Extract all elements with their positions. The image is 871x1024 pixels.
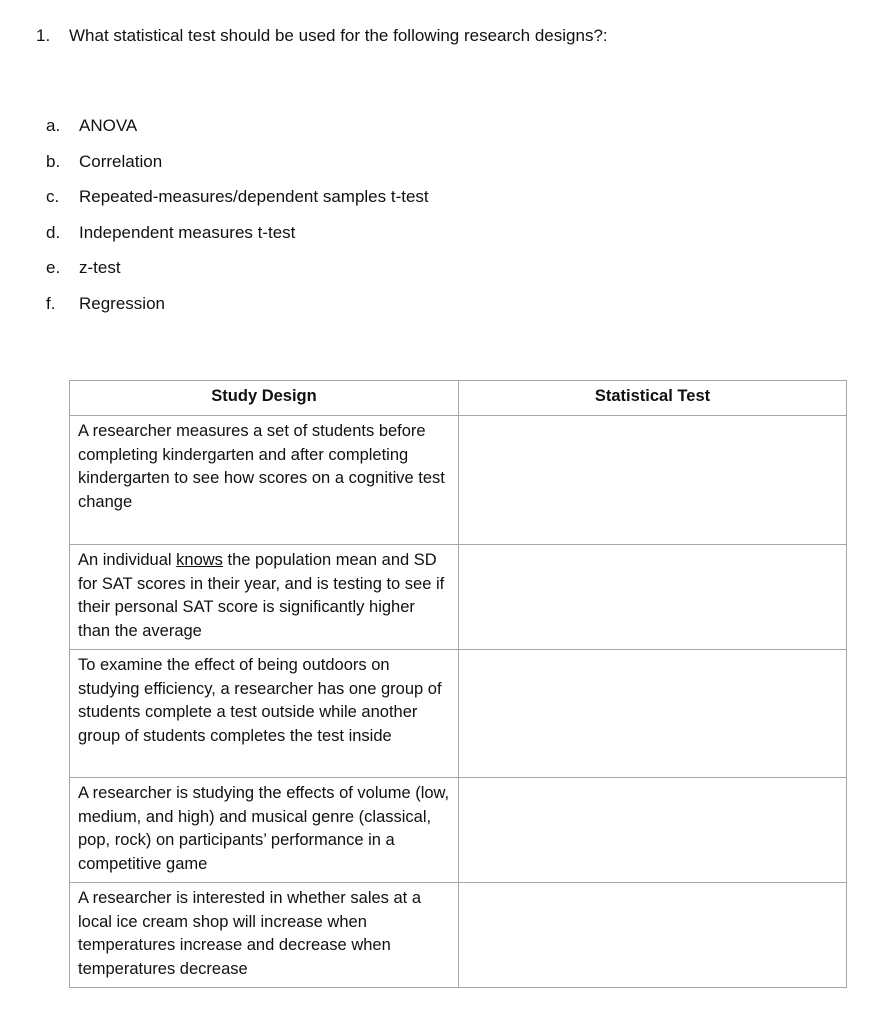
option-label: Independent measures t-test xyxy=(79,222,296,242)
statistical-test-answer-cell[interactable] xyxy=(459,778,847,883)
design-emphasized-word: knows xyxy=(176,551,223,569)
question-number: 1. xyxy=(36,26,51,45)
table-row xyxy=(70,650,847,778)
header-study-design: Study Design xyxy=(70,381,459,416)
table-row xyxy=(70,883,847,988)
option-letter: b. xyxy=(46,151,61,171)
option-label: Regression xyxy=(79,293,165,313)
study-design-cell: A researcher measures a set of students before completing kindergarten and after completing kindergarten to see how scores on a cognitive test change xyxy=(70,416,459,545)
option-d xyxy=(46,223,429,259)
design-text-start: An individual xyxy=(78,551,177,569)
option-letter: e. xyxy=(46,258,61,277)
study-design-cell: A researcher is interested in whether sales at a local ice cream shop will increase when temperatures increase and decrease when temperatures decrease xyxy=(70,883,459,988)
statistical-test-answer-cell[interactable] xyxy=(459,416,847,545)
option-label: ANOVA xyxy=(79,116,138,135)
option-c xyxy=(46,187,429,223)
table-row xyxy=(70,416,847,545)
option-letter: f. xyxy=(46,293,56,313)
statistical-test-answer-cell[interactable] xyxy=(459,545,847,650)
option-a xyxy=(46,116,429,152)
option-label: Correlation xyxy=(79,151,163,171)
table-row xyxy=(70,778,847,883)
option-e xyxy=(46,258,429,294)
option-letter: d. xyxy=(46,222,61,242)
design-text-end: the population mean and SD for SAT scores in their year, and is testing to see if their personal SAT score is significantly higher than the average xyxy=(78,551,445,640)
statistical-test-answer-cell[interactable] xyxy=(459,883,847,988)
option-letter: a. xyxy=(46,116,61,135)
question-text: What statistical test should be used for the following research designs?: xyxy=(69,26,608,45)
option-letter: c. xyxy=(46,187,60,206)
answer-options-list xyxy=(46,116,429,329)
statistical-test-answer-cell[interactable] xyxy=(459,650,847,778)
table-header-row xyxy=(70,381,847,416)
option-label: Repeated-measures/dependent samples t-test xyxy=(79,187,429,206)
study-design-cell: To examine the effect of being outdoors on studying efficiency, a researcher has one group of students complete a test outside while another group of students completes the test inside xyxy=(70,650,459,778)
study-design-table xyxy=(69,380,847,988)
study-design-cell: A researcher is studying the effects of volume (low, medium, and high) and musical genre (classical, pop, rock) on participants’ performance in a competitive game xyxy=(70,778,459,883)
question-1 xyxy=(36,26,608,46)
study-design-cell xyxy=(70,545,459,650)
option-label: z-test xyxy=(79,258,121,277)
table-row xyxy=(70,545,847,650)
option-f xyxy=(46,294,429,330)
option-b xyxy=(46,152,429,188)
header-statistical-test: Statistical Test xyxy=(459,381,847,416)
